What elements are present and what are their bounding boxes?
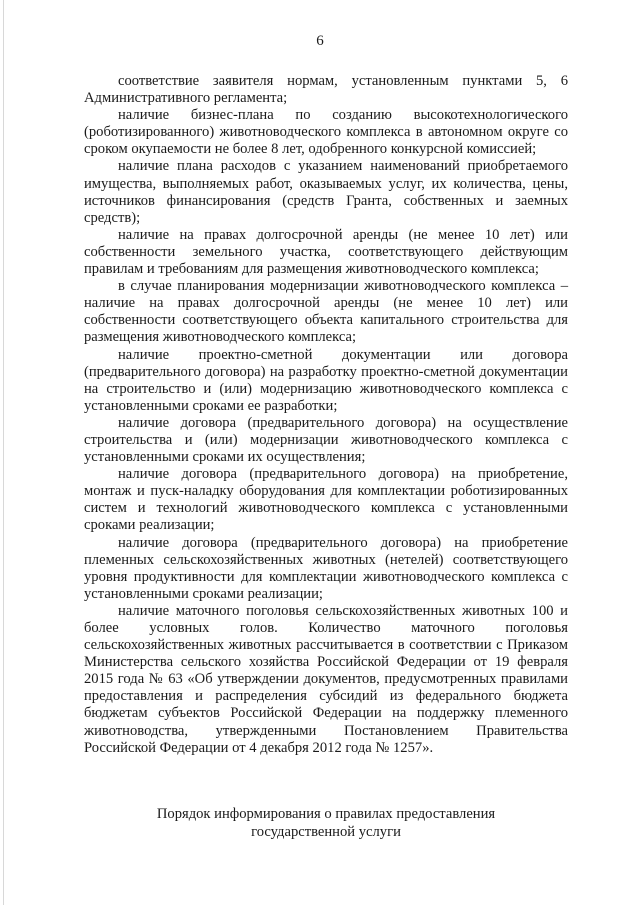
- section-heading: [84, 806, 568, 841]
- section-heading-line-1: Порядок информирования о правилах предоставления: [156, 806, 496, 822]
- paragraph-business-plan: наличие бизнес-плана по созданию высокотехнологического (роботизированного) животноводческого комплекса в автономном округе со сроком окупаемости не более 8 лет, одобренного конкурсной комиссией;: [84, 107, 568, 158]
- paragraph-design-documentation: наличие проектно-сметной документации или договора (предварительного договора) на разработку проектно-сметной документации на строительство и (или) модернизацию животноводческого комплекса с установленными сроками ее разработки;: [84, 346, 568, 414]
- paragraph-breeding-animals-contract: наличие договора (предварительного договора) на приобретение племенных сельскохозяйственных животных (нетелей) соответствующего уровня продуктивности для комплектации животноводческого комплекса с установленными сроками реализации;: [84, 534, 568, 602]
- paragraph-equipment-contract: наличие договора (предварительного договора) на приобретение, монтаж и пуск-наладку оборудования для комплектации роботизированных систем и технологий животноводческого комплекса с установленными сроками реализации;: [84, 466, 568, 534]
- paragraph-land-plot: наличие на правах долгосрочной аренды (не менее 10 лет) или собственности земельного участка, соответствующего действующим правилам и требованиям для размещения животноводческого комплекса;: [84, 226, 568, 278]
- scan-edge-line: [3, 0, 4, 905]
- paragraph-breeding-stock: наличие маточного поголовья сельскохозяйственных животных 100 и более условных голов. Количество маточного поголовья сельскохозяйственных животных рассчитывается в соответствии с Приказом Министерства сельского хозяйства Российской Федерации от 19 февраля 2015 года № 63 «Об утверждении документов, предусмотренных правилами предоставления и распределения субсидий из федерального бюджета бюджетам субъектов Российской Федерации на поддержку племенного животноводства, утвержденными Постановлением Правительства Российской Федерации от 4 декабря 2012 года № 1257».: [84, 602, 568, 756]
- paragraph-applicant-compliance: соответствие заявителя нормам, установленным пунктами 5, 6 Административного регламента;: [84, 73, 568, 107]
- page-number: 6: [316, 33, 324, 49]
- paragraph-modernization-object: в случае планирования модернизации животноводческого комплекса – наличие на правах долгосрочной аренды (не менее 10 лет) или собственности соответствующего объекта капитального строительства для размещения животноводческого комплекса;: [84, 278, 568, 346]
- document-body: [84, 73, 568, 757]
- paragraph-expense-plan: наличие плана расходов с указанием наименований приобретаемого имущества, выполняемых работ, оказываемых услуг, их количества, цены, источников финансирования (средств Гранта, собственных и заемных средств);: [84, 158, 568, 226]
- section-heading-line-2: государственной услуги: [251, 823, 401, 840]
- paragraph-construction-contract: наличие договора (предварительного договора) на осуществление строительства и (или) модернизации животноводческого комплекса с установленными сроками их осуществления;: [84, 414, 568, 466]
